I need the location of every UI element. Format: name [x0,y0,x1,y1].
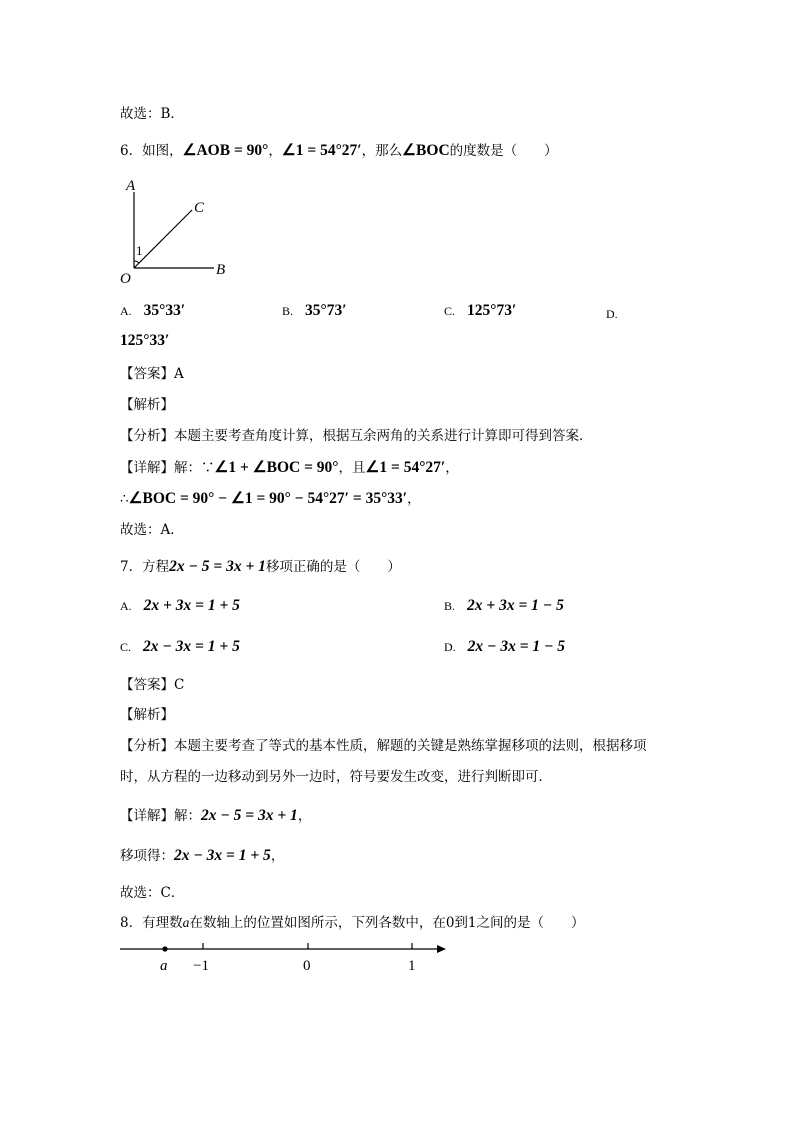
q7-stem [120,557,401,577]
q7-move-line [120,846,284,866]
q8-stem [120,913,585,933]
q6-detail-end: ， [445,460,459,476]
q7-move-end: ， [270,848,285,864]
q6-option-c-value: 125°73′ [467,302,517,319]
q7-option-c[interactable] [120,637,240,657]
q6-angle-1: ∠1 = 54°27′ [281,142,362,159]
label-a: a [160,958,168,974]
label-1: 1 [408,958,416,974]
q7-option-b-label: B. [444,599,456,613]
q8-stem-prefix: 8．有理数 [120,915,183,931]
label-0: 0 [303,958,311,974]
q7-equation: 2x − 5 = 3x + 1 [169,558,266,575]
q6-angle-aob: ∠AOB = 90° [182,142,269,159]
q6-detail-eq3: ∠BOC = 90° − ∠1 = 90° − 54°27′ = 35°33′ [128,490,408,507]
q6-option-b-value: 35°73′ [305,302,347,319]
q8-number-line [115,938,455,978]
q6-choose: 故选：A． [120,522,184,538]
q6-option-d-value-line [120,331,169,351]
q7-analysis-head: 【解析】 [120,707,174,723]
q6-angle-figure [112,170,242,290]
q6-mid: ，那么 [361,143,403,159]
point-a [162,946,167,951]
q6-angle-boc: ∠BOC [402,142,450,159]
q6-option-a[interactable] [120,301,185,321]
q7-option-a-label: A. [120,599,132,613]
q7-detail-line [120,806,311,826]
q8-var: a [182,915,190,930]
q6-detail-line [120,458,459,478]
q7-move-eq: 2x − 3x = 1 + 5 [174,847,271,864]
q7-analysis-line1: 【分析】本题主要考查了等式的基本性质，解题的关键是熟练掌握移项的法则，根据移项 [120,738,647,754]
q6-therefore-line [120,489,421,509]
q7-option-d-value: 2x − 3x = 1 − 5 [467,638,566,655]
q7-option-b-value: 2x + 3x = 1 − 5 [467,597,564,614]
q6-option-c-label: C. [444,304,456,318]
q6-option-a-value: 35°33′ [143,302,186,319]
q7-choose: 故选：C． [120,885,185,901]
q7-option-a[interactable] [120,596,240,616]
q7-move-prefix: 移项得： [120,848,174,864]
q6-detail-prefix: 【详解】解：∵ [120,460,215,476]
q7-option-a-value: 2x + 3x = 1 + 5 [143,597,240,614]
q7-detail-prefix: 【详解】解： [120,808,201,824]
q6-detail-mid: ，且 [338,460,366,476]
q7-detail-end: ， [297,808,312,824]
q6-option-d-value: 125°33′ [120,332,170,349]
angle-1-arc [134,261,139,263]
label-a: A [126,178,136,194]
q7-analysis-line2: 时，从方程的一边移动到另外一边时，符号要发生改变，进行判断即可． [120,769,552,785]
q6-stem-suffix: 的度数是（ ） [449,143,558,159]
q6-stem [120,141,558,161]
axis-arrow-icon [437,945,446,953]
q6-analysis-head: 【解析】 [120,397,174,413]
q7-option-d-label: D. [444,640,456,654]
q7-detail-eq: 2x − 5 = 3x + 1 [201,807,298,824]
label-b: B [216,262,226,278]
q6-option-d-label: D. [606,307,618,321]
q6-option-b-label: B. [282,304,294,318]
q6-option-c[interactable] [444,301,516,321]
q7-stem-suffix: 移项正确的是（ ） [265,559,401,575]
q6-answer: 【答案】A [120,366,184,382]
label-o: O [120,271,131,287]
label-minus-1: −1 [193,958,209,974]
q8-stem-suffix: 在数轴上的位置如图所示，下列各数中，在0到1之间的是（ ） [189,915,585,931]
q6-detail-eq1: ∠1 + ∠BOC = 90° [214,459,339,476]
q7-option-b[interactable] [444,596,564,616]
q7-option-c-value: 2x − 3x = 1 + 5 [143,638,240,655]
q6-sep: ， [268,143,282,159]
q6-option-d[interactable] [606,304,630,324]
label-c: C [194,200,205,216]
q6-detail-end2: ， [407,491,421,507]
q6-option-a-label: A. [120,304,132,318]
q6-therefore: ∴ [120,491,129,507]
q7-option-c-label: C. [120,640,132,654]
label-1: 1 [136,243,143,258]
q6-stem-prefix: 6．如图， [120,143,183,159]
ray-oc [134,210,192,268]
q5-answer-line: 故选：B． [120,106,184,122]
q7-option-d[interactable] [444,637,565,657]
q6-option-b[interactable] [282,301,347,321]
q6-detail-eq2: ∠1 = 54°27′ [365,459,446,476]
q7-stem-prefix: 7．方程 [120,559,170,575]
q7-answer: 【答案】C [120,677,185,693]
q6-analysis: 【分析】本题主要考查角度计算，根据互余两角的关系进行计算即可得到答案． [120,428,593,444]
